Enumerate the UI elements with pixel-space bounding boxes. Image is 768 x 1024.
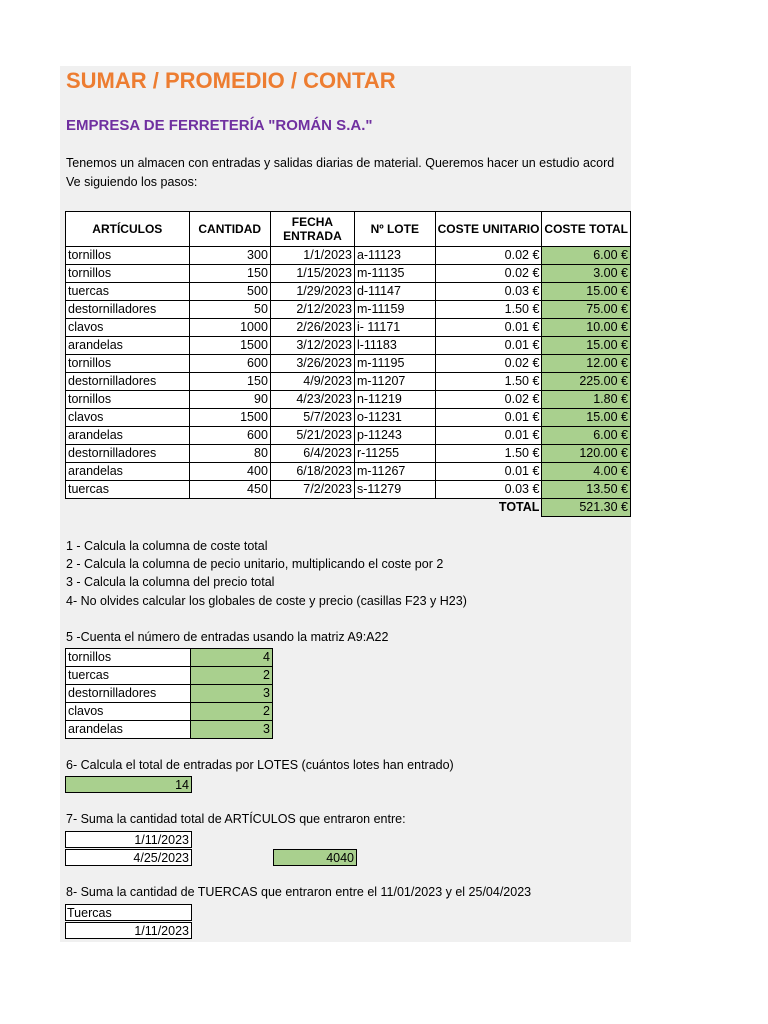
count-row [66, 667, 273, 685]
cell-lote[interactable]: m-11159 [354, 301, 435, 319]
cell-coste-unitario[interactable]: 1.50 € [435, 445, 542, 463]
cell-coste-unitario[interactable]: 0.01 € [435, 409, 542, 427]
company-subtitle: EMPRESA DE FERRETERÍA "ROMÁN S.A." [66, 117, 373, 134]
articles-sum-cell[interactable]: 4040 [273, 849, 357, 866]
count-item-cell[interactable]: tuercas [66, 667, 191, 685]
table-row [66, 391, 631, 409]
cell-lote[interactable]: m-11135 [354, 265, 435, 283]
cell-coste-total[interactable]: 6.00 € [542, 247, 631, 265]
lotes-count-cell[interactable]: 14 [65, 776, 192, 793]
cell-coste-unitario[interactable]: 0.01 € [435, 337, 542, 355]
cell-coste-unitario[interactable]: 1.50 € [435, 301, 542, 319]
cell-articulo[interactable]: destornilladores [66, 373, 190, 391]
cell-cantidad[interactable]: 450 [189, 481, 270, 499]
cell-coste-unitario[interactable]: 0.02 € [435, 355, 542, 373]
cell-coste-total[interactable]: 225.00 € [542, 373, 631, 391]
count-item-cell[interactable]: clavos [66, 703, 191, 721]
cell-coste-total[interactable]: 10.00 € [542, 319, 631, 337]
count-item-cell[interactable]: arandelas [66, 721, 191, 739]
cell-articulo[interactable]: destornilladores [66, 301, 190, 319]
count-value-cell[interactable]: 2 [191, 667, 273, 685]
count-value-cell[interactable]: 4 [191, 649, 273, 667]
cell-fecha[interactable]: 7/2/2023 [270, 481, 354, 499]
cell-lote[interactable]: o-11231 [354, 409, 435, 427]
header-coste-unitario[interactable]: COSTE UNITARIO [435, 212, 542, 247]
total-label: TOTAL [435, 499, 542, 517]
table-row [66, 301, 631, 319]
cell-cantidad[interactable]: 90 [189, 391, 270, 409]
cell-coste-total[interactable]: 15.00 € [542, 337, 631, 355]
date-to-cell[interactable]: 4/25/2023 [65, 849, 192, 866]
cell-coste-unitario[interactable]: 0.01 € [435, 319, 542, 337]
cell-articulo[interactable]: tornillos [66, 355, 190, 373]
cell-fecha[interactable]: 3/12/2023 [270, 337, 354, 355]
step-1-text: 1 - Calcula la columna de coste total [66, 539, 268, 553]
cell-fecha[interactable]: 5/21/2023 [270, 427, 354, 445]
cell-cantidad[interactable]: 1500 [189, 337, 270, 355]
cell-articulo[interactable]: clavos [66, 319, 190, 337]
cell-articulo[interactable]: tuercas [66, 283, 190, 301]
cell-fecha[interactable]: 1/29/2023 [270, 283, 354, 301]
cell-lote[interactable]: s-11279 [354, 481, 435, 499]
step-8-text: 8- Suma la cantidad de TUERCAS que entraron entre el 11/01/2023 y el 25/04/2023 [66, 885, 532, 899]
cell-articulo[interactable]: destornilladores [66, 445, 190, 463]
header-articulos[interactable]: ARTÍCULOS [66, 212, 190, 247]
cell-coste-total[interactable]: 1.80 € [542, 391, 631, 409]
cell-coste-total[interactable]: 12.00 € [542, 355, 631, 373]
spreadsheet-sheet [60, 66, 631, 942]
cell-cantidad[interactable]: 150 [189, 373, 270, 391]
count-value-cell[interactable]: 3 [191, 721, 273, 739]
table-row [66, 373, 631, 391]
cell-articulo[interactable]: arandelas [66, 427, 190, 445]
cell-coste-unitario[interactable]: 0.01 € [435, 427, 542, 445]
cell-lote[interactable]: m-11207 [354, 373, 435, 391]
cell-cantidad[interactable]: 1000 [189, 319, 270, 337]
cell-fecha[interactable]: 3/26/2023 [270, 355, 354, 373]
table-row [66, 463, 631, 481]
count-value-cell[interactable]: 3 [191, 685, 273, 703]
cell-fecha[interactable]: 1/15/2023 [270, 265, 354, 283]
cell-coste-total[interactable]: 13.50 € [542, 481, 631, 499]
cell-coste-unitario[interactable]: 1.50 € [435, 373, 542, 391]
step-7-text: 7- Suma la cantidad total de ARTÍCULOS que entraron entre: [66, 812, 406, 826]
cell-cantidad[interactable]: 400 [189, 463, 270, 481]
cell-fecha[interactable]: 2/26/2023 [270, 319, 354, 337]
table-row [66, 409, 631, 427]
cell-coste-unitario[interactable]: 0.01 € [435, 463, 542, 481]
cell-cantidad[interactable]: 600 [189, 355, 270, 373]
cell-lote[interactable]: m-11195 [354, 355, 435, 373]
cell-fecha[interactable]: 6/4/2023 [270, 445, 354, 463]
table-row [66, 481, 631, 499]
inventory-table [65, 211, 631, 517]
header-coste-total[interactable]: COSTE TOTAL [542, 212, 631, 247]
intro-line-1: Tenemos un almacen con entradas y salidas diarias de material. Queremos hacer un estudio acord [66, 156, 615, 170]
cell-articulo[interactable]: clavos [66, 409, 190, 427]
date-from-cell[interactable]: 1/11/2023 [65, 831, 192, 848]
table-row [66, 283, 631, 301]
cell-coste-total[interactable]: 6.00 € [542, 427, 631, 445]
item-tuercas-cell[interactable]: Tuercas [65, 904, 192, 921]
cell-coste-unitario[interactable]: 0.02 € [435, 265, 542, 283]
cell-lote[interactable]: m-11267 [354, 463, 435, 481]
count-row [66, 703, 273, 721]
cell-coste-total[interactable]: 15.00 € [542, 409, 631, 427]
header-fecha-entrada[interactable]: FECHA ENTRADA [270, 212, 354, 247]
header-cantidad[interactable]: CANTIDAD [189, 212, 270, 247]
cell-lote[interactable]: r-11255 [354, 445, 435, 463]
cell-articulo[interactable]: arandelas [66, 337, 190, 355]
cell-coste-total[interactable]: 15.00 € [542, 283, 631, 301]
empty-cell [66, 499, 190, 517]
cell-articulo[interactable]: arandelas [66, 463, 190, 481]
table-row [66, 265, 631, 283]
cell-lote[interactable]: d-11147 [354, 283, 435, 301]
cell-cantidad[interactable]: 1500 [189, 409, 270, 427]
cell-coste-unitario[interactable]: 0.03 € [435, 283, 542, 301]
step-3-text: 3 - Calcula la columna del precio total [66, 575, 275, 589]
cell-cantidad[interactable]: 300 [189, 247, 270, 265]
step-5-text: 5 -Cuenta el número de entradas usando la matriz A9:A22 [66, 630, 389, 644]
cell-lote[interactable]: p-11243 [354, 427, 435, 445]
intro-line-2: Ve siguiendo los pasos: [66, 175, 198, 189]
cell-lote[interactable]: l-11183 [354, 337, 435, 355]
cell-fecha[interactable]: 1/1/2023 [270, 247, 354, 265]
cell-coste-total[interactable]: 4.00 € [542, 463, 631, 481]
cell-fecha[interactable]: 4/9/2023 [270, 373, 354, 391]
count-item-cell[interactable]: tornillos [66, 649, 191, 667]
cell-fecha[interactable]: 5/7/2023 [270, 409, 354, 427]
table-header-row [66, 212, 631, 247]
cell-articulo[interactable]: tuercas [66, 481, 190, 499]
cell-coste-total[interactable]: 3.00 € [542, 265, 631, 283]
cell-lote[interactable]: a-11123 [354, 247, 435, 265]
table-row [66, 445, 631, 463]
count-item-cell[interactable]: destornilladores [66, 685, 191, 703]
cell-cantidad[interactable]: 150 [189, 265, 270, 283]
cell-articulo[interactable]: tornillos [66, 265, 190, 283]
total-value-cell[interactable]: 521.30 € [542, 499, 631, 517]
table-row [66, 337, 631, 355]
cell-fecha[interactable]: 2/12/2023 [270, 301, 354, 319]
count-row [66, 649, 273, 667]
cell-fecha[interactable]: 4/23/2023 [270, 391, 354, 409]
table-row [66, 319, 631, 337]
cell-lote[interactable]: i- 11171 [354, 319, 435, 337]
count-row [66, 721, 273, 739]
cell-coste-total[interactable]: 75.00 € [542, 301, 631, 319]
date-from-cell-2[interactable]: 1/11/2023 [65, 922, 192, 939]
empty-cell [189, 499, 270, 517]
cell-cantidad[interactable]: 80 [189, 445, 270, 463]
count-row [66, 685, 273, 703]
step-6-text: 6- Calcula el total de entradas por LOTES (cuántos lotes han entrado) [66, 758, 454, 772]
step-4-text: 4- No olvides calcular los globales de coste y precio (casillas F23 y H23) [66, 594, 467, 608]
cell-articulo[interactable]: tornillos [66, 391, 190, 409]
cell-fecha[interactable]: 6/18/2023 [270, 463, 354, 481]
header-lote[interactable]: Nº LOTE [354, 212, 435, 247]
empty-cell [354, 499, 435, 517]
count-table [65, 648, 273, 739]
empty-cell [270, 499, 354, 517]
cell-cantidad[interactable]: 50 [189, 301, 270, 319]
cell-coste-unitario[interactable]: 0.03 € [435, 481, 542, 499]
cell-cantidad[interactable]: 500 [189, 283, 270, 301]
page-title: SUMAR / PROMEDIO / CONTAR [66, 68, 396, 93]
cell-lote[interactable]: n-11219 [354, 391, 435, 409]
cell-coste-total[interactable]: 120.00 € [542, 445, 631, 463]
cell-cantidad[interactable]: 600 [189, 427, 270, 445]
cell-coste-unitario[interactable]: 0.02 € [435, 247, 542, 265]
table-row [66, 355, 631, 373]
table-row [66, 427, 631, 445]
cell-coste-unitario[interactable]: 0.02 € [435, 391, 542, 409]
table-row [66, 247, 631, 265]
total-row [66, 499, 631, 517]
cell-articulo[interactable]: tornillos [66, 247, 190, 265]
count-value-cell[interactable]: 2 [191, 703, 273, 721]
step-2-text: 2 - Calcula la columna de pecio unitario, multiplicando el coste por 2 [66, 557, 444, 571]
